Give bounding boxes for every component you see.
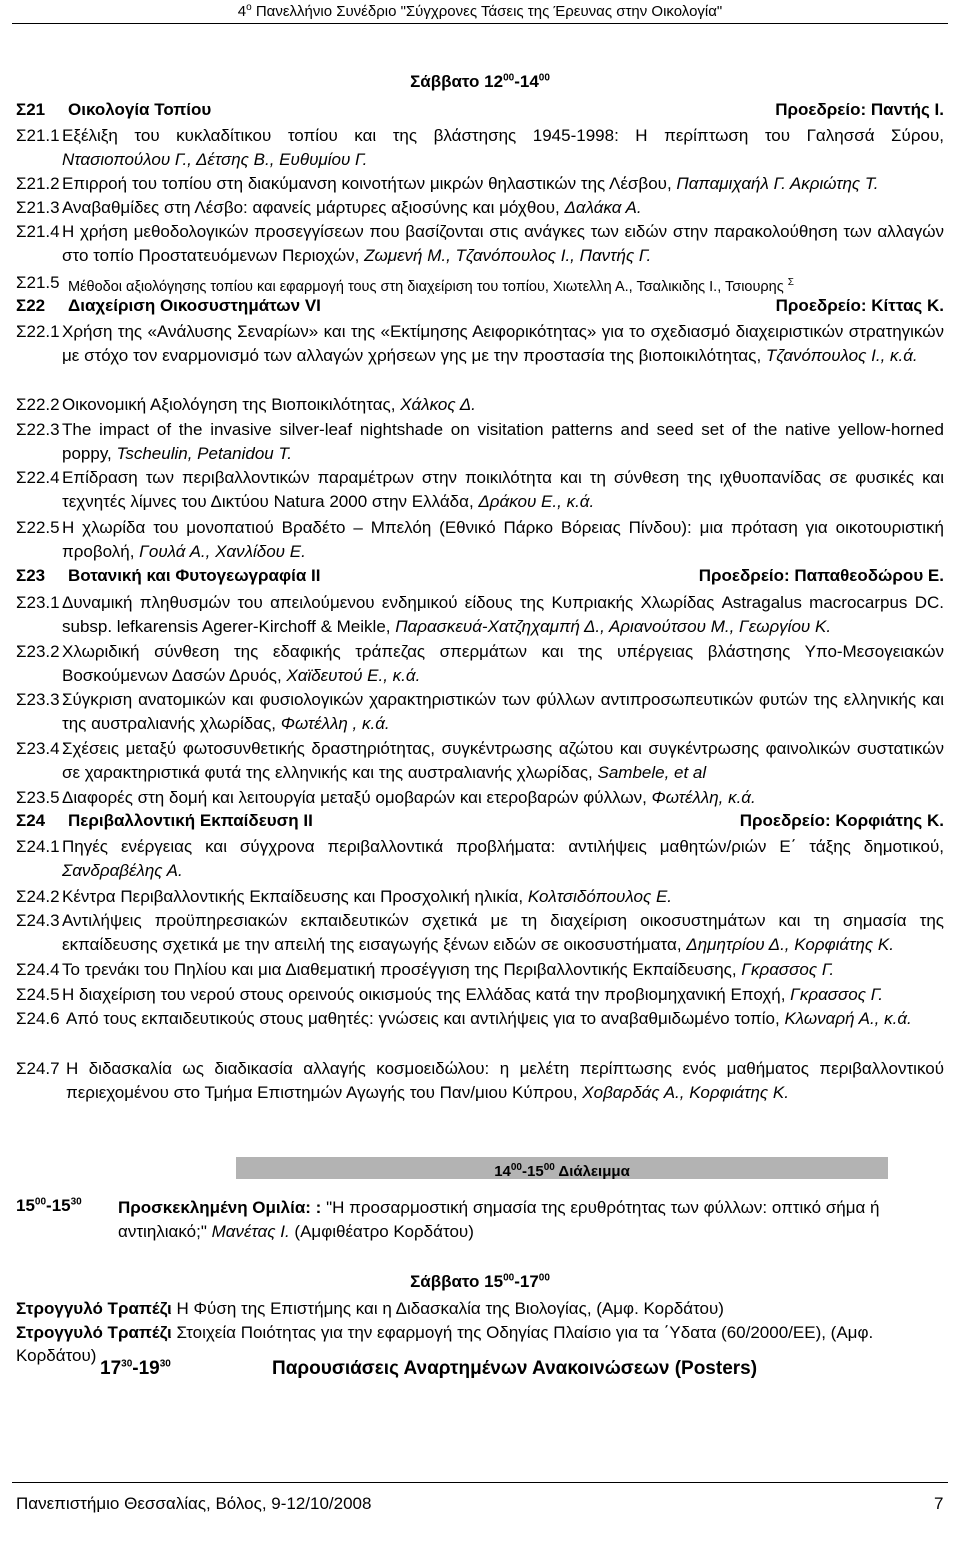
paper-title: Αναβαθμίδες στη Λέσβο: αφανείς μάρτυρες αξιοσύνης και μόχθου,: [62, 198, 565, 217]
roundtable-title: Στοιχεία Ποιότητας για την εφαρμογή της Οδηγίας Πλαίσιο για τα ΄Υδατα (60/2000/ΕΕ), (Αμφ. Κορδάτου): [16, 1323, 874, 1365]
paper-code: Σ22.5: [16, 518, 60, 537]
paper-code: Σ23.2: [16, 642, 60, 661]
paper-s24-2: [16, 885, 944, 909]
paper-title: Οικονομική Αξιολόγηση της Βιοποικιλότητας,: [62, 395, 401, 414]
session-title: Οικολογία Τοπίου: [68, 100, 212, 119]
paper-authors: Γκρασσος Γ.: [790, 985, 883, 1004]
session-code: Σ23: [16, 566, 46, 585]
session-code: Σ22: [16, 296, 46, 315]
paper-s21-4: [16, 220, 944, 268]
edition-number: 4: [237, 3, 247, 20]
time-sup: 00: [538, 1272, 550, 1284]
edition-suffix: ο: [246, 2, 252, 13]
paper-code: Σ22.3: [16, 420, 60, 439]
paper-s22-4: [16, 466, 944, 514]
paper-s24-4: [16, 958, 944, 982]
paper-authors: Σ: [787, 277, 794, 288]
paper-s24-7: [16, 1057, 944, 1105]
paper-title: Το τρενάκι του Πηλίου και μια Διαθεματική προσέγγιση της Περιβαλλοντικής Εκπαίδευσης,: [62, 960, 742, 979]
talk-title: "Η προσαρμοστική σημασία της ερυθρότητας των φύλλων: οπτικό σήμα ή αντιηλιακό;": [118, 1198, 880, 1241]
footer-rule: [12, 1482, 948, 1483]
paper-title: Σύγκριση ανατομικών και φυσιολογικών χαρακτηριστικών των φύλλων αντιπροσωπευτικών φυτών της ελληνικής και της αυστραλιανής χλωρίδας,: [62, 690, 944, 733]
posters-title: Παρουσιάσεις Αναρτημένων Ανακοινώσεων (Posters): [272, 1358, 758, 1379]
paper-title: Χρήση της «Ανάλυσης Σεναρίων» και της «Εκτίμησης Αειφορικότητας» για το σχεδιασμό διαχειριστικών στρατηγικών με στόχο τον εναρμονισμό των αλλαγών χρήσεων γης με την προστασία της βιοποικιλότητας,: [62, 322, 944, 365]
paper-title: Η χρήση μεθοδολογικών προσεγγίσεων που βασίζονται στις ανάγκες των ειδών στην παρακολούθηση των αλλαγών στο τοπίο Προστατευόμενων Περιοχών,: [62, 222, 944, 265]
paper-s21-1: [16, 124, 944, 148]
paper-authors: Δράκου Ε., κ.ά.: [478, 492, 595, 511]
time-sup: 00: [538, 72, 550, 84]
time-hour: -19: [132, 1358, 160, 1379]
paper-code: Σ24.6: [16, 1009, 60, 1028]
paper-title: Κέντρα Περιβαλλοντικής Εκπαίδευσης και Προσχολική ηλικία,: [62, 887, 528, 906]
paper-title: Χλωριδική σύνθεση της εδαφικής τράπεζας σπερμάτων και της υπέργειας βλάστησης Υπο-Μεσογειακών Βοσκούμενων Δασών Δρυός,: [62, 642, 944, 685]
session-title: Διαχείριση Οικοσυστημάτων VI: [68, 296, 321, 315]
paper-code: Σ24.2: [16, 887, 60, 906]
paper-authors: Παπαμιχαήλ Γ. Ακριώτης Τ.: [676, 174, 879, 193]
paper-s23-3: [16, 688, 944, 736]
time-sup: 30: [159, 1358, 171, 1370]
time-sup: 00: [543, 1162, 555, 1173]
time-hour: -15: [46, 1196, 71, 1215]
paper-code: Σ22.2: [16, 395, 60, 414]
session-code: Σ24: [16, 811, 46, 830]
session-title: Βοτανική και Φυτογεωγραφία ΙΙ: [68, 566, 321, 585]
paper-code: Σ24.3: [16, 911, 60, 930]
time-sup: 30: [121, 1358, 133, 1370]
paper-s22-2: [16, 393, 944, 417]
day-label: Σάββατο 15: [410, 1272, 504, 1291]
session-s24-header: [16, 811, 944, 835]
paper-s23-4: [16, 737, 944, 785]
paper-code: Σ21.3: [16, 198, 60, 217]
paper-title: The impact of the invasive silver-leaf nightshade on visitation patterns and seed set of the native yellow-horned poppy,: [62, 420, 944, 463]
paper-title: Η διδασκαλία ως διαδικασία αλλαγής κοσμοειδώλου: η μελέτη περίπτωσης ενός μαθήματος περιβαλλοντικού περιεχομένου στο Τμήμα Επιστημών Αγωγής του Παν/μιου Κύπρου,: [66, 1059, 944, 1102]
paper-s23-1: [16, 591, 944, 639]
conference-title: Πανελλήνιο Συνέδριο "Σύγχρονες Τάσεις της Έρευνας στην Οικολογία": [251, 3, 723, 20]
day-heading-saturday-12: [0, 72, 960, 92]
paper-title: Διαφορές στη δομή και λειτουργία μεταξύ ομοβαρών και ετεροβαρών φύλλων,: [62, 788, 652, 807]
paper-s21-1-authors: [16, 148, 944, 172]
roundtable-label: Στρογγυλό Τραπέζι: [16, 1323, 172, 1342]
paper-authors: Χαϊδευτού Ε., κ.ά.: [286, 666, 421, 685]
session-s23-header: [16, 566, 944, 590]
session-s22-header: [16, 296, 944, 320]
paper-authors: Δημητρίου Δ., Κορφιάτης Κ.: [686, 935, 894, 954]
time-sup: 00: [503, 1272, 515, 1284]
paper-code: Σ21.1: [16, 126, 60, 145]
paper-title: Επιρροή του τοπίου στη διακύμανση κοινοτήτων μικρών θηλαστικών της Λέσβου,: [62, 174, 677, 193]
paper-authors: Φωτέλλη , κ.ά.: [280, 714, 390, 733]
paper-code: Σ24.7: [16, 1059, 60, 1078]
paper-authors: Χάλκος Δ.: [400, 395, 476, 414]
paper-authors: Φωτέλλη, κ.ά.: [651, 788, 756, 807]
invited-talk: [118, 1196, 944, 1244]
paper-title: Η χλωρίδα του μονοπατιού Βραδέτο – Μπελόη (Εθνικό Πάρκο Βόρειας Πίνδου): μια πρόταση για οικοτουριστική προβολή,: [62, 518, 944, 561]
paper-authors: Δαλάκα Α.: [564, 198, 642, 217]
paper-title: Επίδραση των περιβαλλοντικών παραμέτρων στην ποικιλότητα και τη σύνθεση της ιχθυοπανίδας σε φυσικές και τεχνητές λίμνες του Δικτύου Natura 2000 στην Ελλάδα,: [62, 468, 944, 511]
talk-speaker: Μανέτας Ι.: [211, 1222, 290, 1241]
day-range: -14: [514, 72, 539, 91]
paper-s21-5: [16, 271, 944, 299]
talk-time: [16, 1196, 82, 1216]
time-sup: 00: [34, 1196, 47, 1208]
paper-code: Σ24.4: [16, 960, 60, 979]
paper-authors: Τζανόπουλος Ι., κ.ά.: [765, 346, 918, 365]
paper-s24-6: [16, 1007, 944, 1031]
paper-s24-3: [16, 909, 944, 957]
paper-authors: Κλωναρή Α., κ.ά.: [784, 1009, 912, 1028]
time-hour: 17: [100, 1358, 122, 1379]
running-header: [0, 2, 960, 20]
paper-s22-5: [16, 516, 944, 564]
paper-code: Σ23.3: [16, 690, 60, 709]
paper-authors: Ντασιοπούλου Γ., Δέτσης Β., Ευθυμίου Γ.: [62, 150, 368, 169]
paper-authors: Γουλά Α., Χανλίδου Ε.: [139, 542, 306, 561]
paper-s23-5: [16, 786, 944, 810]
paper-title: Εξέλιξη του κυκλαδίτικου τοπίου και της βλάστησης 1945-1998: Η περίπτωση του Γαλησσά Σύρου,: [62, 126, 944, 145]
paper-code: Σ21.2: [16, 174, 60, 193]
talk-venue: (Αμφιθέατρο Κορδάτου): [289, 1222, 474, 1241]
paper-title: Σχέσεις μεταξύ φωτοσυνθετικής δραστηριότητας, συγκέντρωσης αζώτου και συγκέντρωσης φαινολικών συστατικών σε χαρακτηριστικά φυτά της ελληνικής και της αυστραλιανής χλωρίδας,: [62, 739, 944, 782]
time-sup: 00: [503, 72, 515, 84]
day-range: -17: [514, 1272, 539, 1291]
break-time: -15: [522, 1163, 544, 1180]
paper-s23-2: [16, 640, 944, 688]
time-hour: 15: [16, 1196, 35, 1215]
paper-authors: Ζωμενή Μ., Τζανόπουλος Ι., Παντής Γ.: [364, 246, 652, 265]
roundtable-label: Στρογγυλό Τραπέζι: [16, 1299, 172, 1318]
break-banner: [236, 1157, 888, 1179]
paper-s21-2: [16, 172, 944, 196]
paper-authors: Tscheulin, Petanidou T.: [116, 444, 292, 463]
session-chair: Προεδρείο: Παπαθεοδώρου Ε.: [698, 566, 944, 585]
day-label: Σάββατο 12: [410, 72, 504, 91]
paper-s22-1: [16, 320, 944, 368]
time-sup: 00: [510, 1162, 522, 1173]
paper-authors: Κολτσιδόπουλος Ε.: [527, 887, 673, 906]
session-code: Σ21: [16, 100, 46, 119]
page-number: 7: [934, 1494, 944, 1513]
session-s21-header: [16, 100, 944, 124]
paper-s22-3: [16, 418, 944, 466]
paper-s24-5: [16, 983, 944, 1007]
paper-title: Από τους εκπαιδευτικούς στους μαθητές: γνώσεις και αντιλήψεις για το αναβαθμιδωμένο τοπίο,: [66, 1009, 785, 1028]
break-label: Διάλειμμα: [554, 1163, 630, 1180]
paper-authors: Παρασκευά-Χατζηχαμπή Δ., Αριανούτσου Μ., Γεωργίου Κ.: [395, 617, 832, 636]
roundtable-title: Η Φύση της Επιστήμης και η Διδασκαλία της Βιολογίας, (Αμφ. Κορδάτου): [171, 1299, 724, 1318]
paper-s24-1: [16, 835, 944, 883]
paper-code: Σ24.1: [16, 837, 60, 856]
paper-title: Η διαχείριση του νερού στους ορεινούς οικισμούς της Ελλάδας κατά την προβιομηχανική Εποχή,: [62, 985, 791, 1004]
session-chair: Προεδρείο: Κορφιάτης Κ.: [739, 811, 944, 830]
paper-code: Σ23.1: [16, 593, 60, 612]
break-time: 14: [494, 1163, 511, 1180]
paper-authors: Sambele, et al: [597, 763, 707, 782]
paper-s21-3: [16, 196, 944, 220]
talk-label: Προσκεκλημένη Ομιλία: :: [118, 1198, 327, 1217]
paper-authors: Σανδραβέλης Α.: [62, 861, 183, 880]
paper-title: Μέθοδοι αξιολόγησης τοπίου και εφαρμογή τους στη διαχείριση του τοπίου, Χιωτελλη Α., Τσαλικιδης Ι., Τσιουρης: [68, 278, 788, 295]
time-sup: 30: [70, 1196, 82, 1208]
paper-code: Σ22.4: [16, 468, 60, 487]
paper-authors: Γκρασσος Γ.: [741, 960, 835, 979]
header-rule: [12, 23, 948, 24]
paper-code: Σ23.4: [16, 739, 60, 758]
paper-code: Σ21.5: [16, 273, 60, 292]
paper-title: Αντιλήψεις προϋπηρεσιακών εκπαιδευτικών σχετικά με τη διαχείριση οικοσυστημάτων και τη σημασία της εκπαίδευσης σχετικά με την απειλή της εισαγωγής ξένων ειδών σε οικοσυστήματα,: [62, 911, 944, 954]
paper-title: Πηγές ενέργειας και σύγχρονα περιβαλλοντικά προβλήματα: αντιλήψεις μαθητών/ριών Ε΄ τάξης δημοτικού,: [62, 837, 944, 856]
day-heading-saturday-15: [0, 1272, 960, 1292]
paper-code: Σ22.1: [16, 322, 60, 341]
session-chair: Προεδρείο: Κίττας Κ.: [775, 296, 944, 315]
paper-title: Δυναμική πληθυσμών του απειλούμενου ενδημικού είδους της Κυπριακής Χλωρίδας Astragalus macrocarpus DC. subsp. lefkarensis Agerer-Kirchoff & Meikle,: [62, 593, 944, 636]
paper-code: Σ23.5: [16, 788, 60, 807]
paper-authors: Χοβαρδάς Α., Κορφιάτης Κ.: [582, 1083, 789, 1102]
session-title: Περιβαλλοντική Εκπαίδευση ΙΙ: [68, 811, 313, 830]
footer-venue: Πανεπιστήμιο Θεσσαλίας, Βόλος, 9-12/10/2008: [16, 1494, 372, 1513]
paper-code: Σ24.5: [16, 985, 60, 1004]
paper-code: Σ21.4: [16, 222, 60, 241]
session-chair: Προεδρείο: Παντής Ι.: [775, 100, 944, 119]
roundtable-1: [16, 1297, 944, 1320]
posters-time: [100, 1358, 171, 1380]
